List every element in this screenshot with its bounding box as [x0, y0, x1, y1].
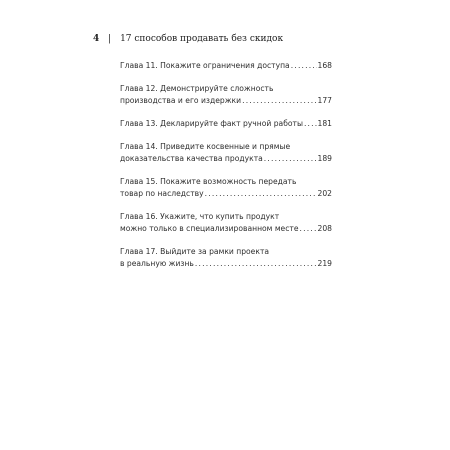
toc-entry-title-continued: производства и его издержки: [120, 96, 242, 105]
toc-entry-page: 202: [317, 189, 332, 198]
toc-entry-line: [120, 141, 332, 153]
dot-leader: [300, 223, 317, 235]
toc-entry-title: Глава 16. Укажите, что купить продукт: [120, 212, 280, 221]
toc-entry-title-continued: товар по наследству: [120, 189, 204, 198]
toc-entry-chapter-13[interactable]: [120, 118, 332, 130]
toc-entry-line: [120, 60, 332, 72]
dot-leader: [304, 118, 317, 130]
toc-entry-title: Глава 13. Декларируйте факт ручной работы: [120, 119, 303, 128]
toc-entry-line: [120, 258, 332, 270]
running-header: [93, 34, 283, 44]
toc-entry-line: [120, 118, 332, 130]
toc-entry-line: [120, 246, 332, 258]
toc-entry-page: 219: [317, 259, 332, 268]
toc-entry-chapter-12[interactable]: [120, 83, 332, 107]
toc-entry-chapter-11[interactable]: [120, 60, 332, 72]
toc-entry-chapter-17[interactable]: [120, 246, 332, 270]
dot-leader: [242, 95, 316, 107]
page-number: 4: [93, 34, 100, 44]
toc-entry-line: [120, 223, 332, 235]
toc-entry-title: Глава 12. Демонстрируйте сложность: [120, 84, 274, 93]
dot-leader: [195, 258, 317, 270]
toc-entry-title-continued: в реальную жизнь: [120, 259, 194, 268]
toc-entry-chapter-15[interactable]: [120, 176, 332, 200]
dot-leader: [205, 188, 317, 200]
toc-entry-line: [120, 95, 332, 107]
toc-entry-chapter-16[interactable]: [120, 211, 332, 235]
toc-entry-page: 177: [317, 96, 332, 105]
toc-entry-line: [120, 188, 332, 200]
toc-entry-chapter-14[interactable]: [120, 141, 332, 165]
toc-entry-page: 181: [317, 119, 332, 128]
book-title: 17 способов продавать без скидок: [120, 34, 284, 44]
toc-entry-title: Глава 15. Покажите возможность передать: [120, 177, 297, 186]
toc-entry-page: 168: [317, 61, 332, 70]
toc-entry-title: Глава 17. Выйдите за рамки проекта: [120, 247, 270, 256]
dot-leader: [291, 60, 317, 72]
dot-leader: [264, 153, 317, 165]
toc-entry-line: [120, 211, 332, 223]
toc-entry-title-continued: доказательства качества продукта: [120, 154, 263, 163]
toc-entry-line: [120, 176, 332, 188]
header-separator: |: [108, 34, 112, 44]
toc-entry-title-continued: можно только в специализированном месте: [120, 224, 299, 233]
toc-entry-page: 189: [317, 154, 332, 163]
toc-entry-title: Глава 11. Покажите ограничения доступа: [120, 61, 290, 70]
toc-entry-page: 208: [317, 224, 332, 233]
toc-entry-line: [120, 83, 332, 95]
toc-entry-line: [120, 153, 332, 165]
toc-entry-title: Глава 14. Приведите косвенные и прямые: [120, 142, 291, 151]
table-of-contents: [120, 60, 332, 281]
